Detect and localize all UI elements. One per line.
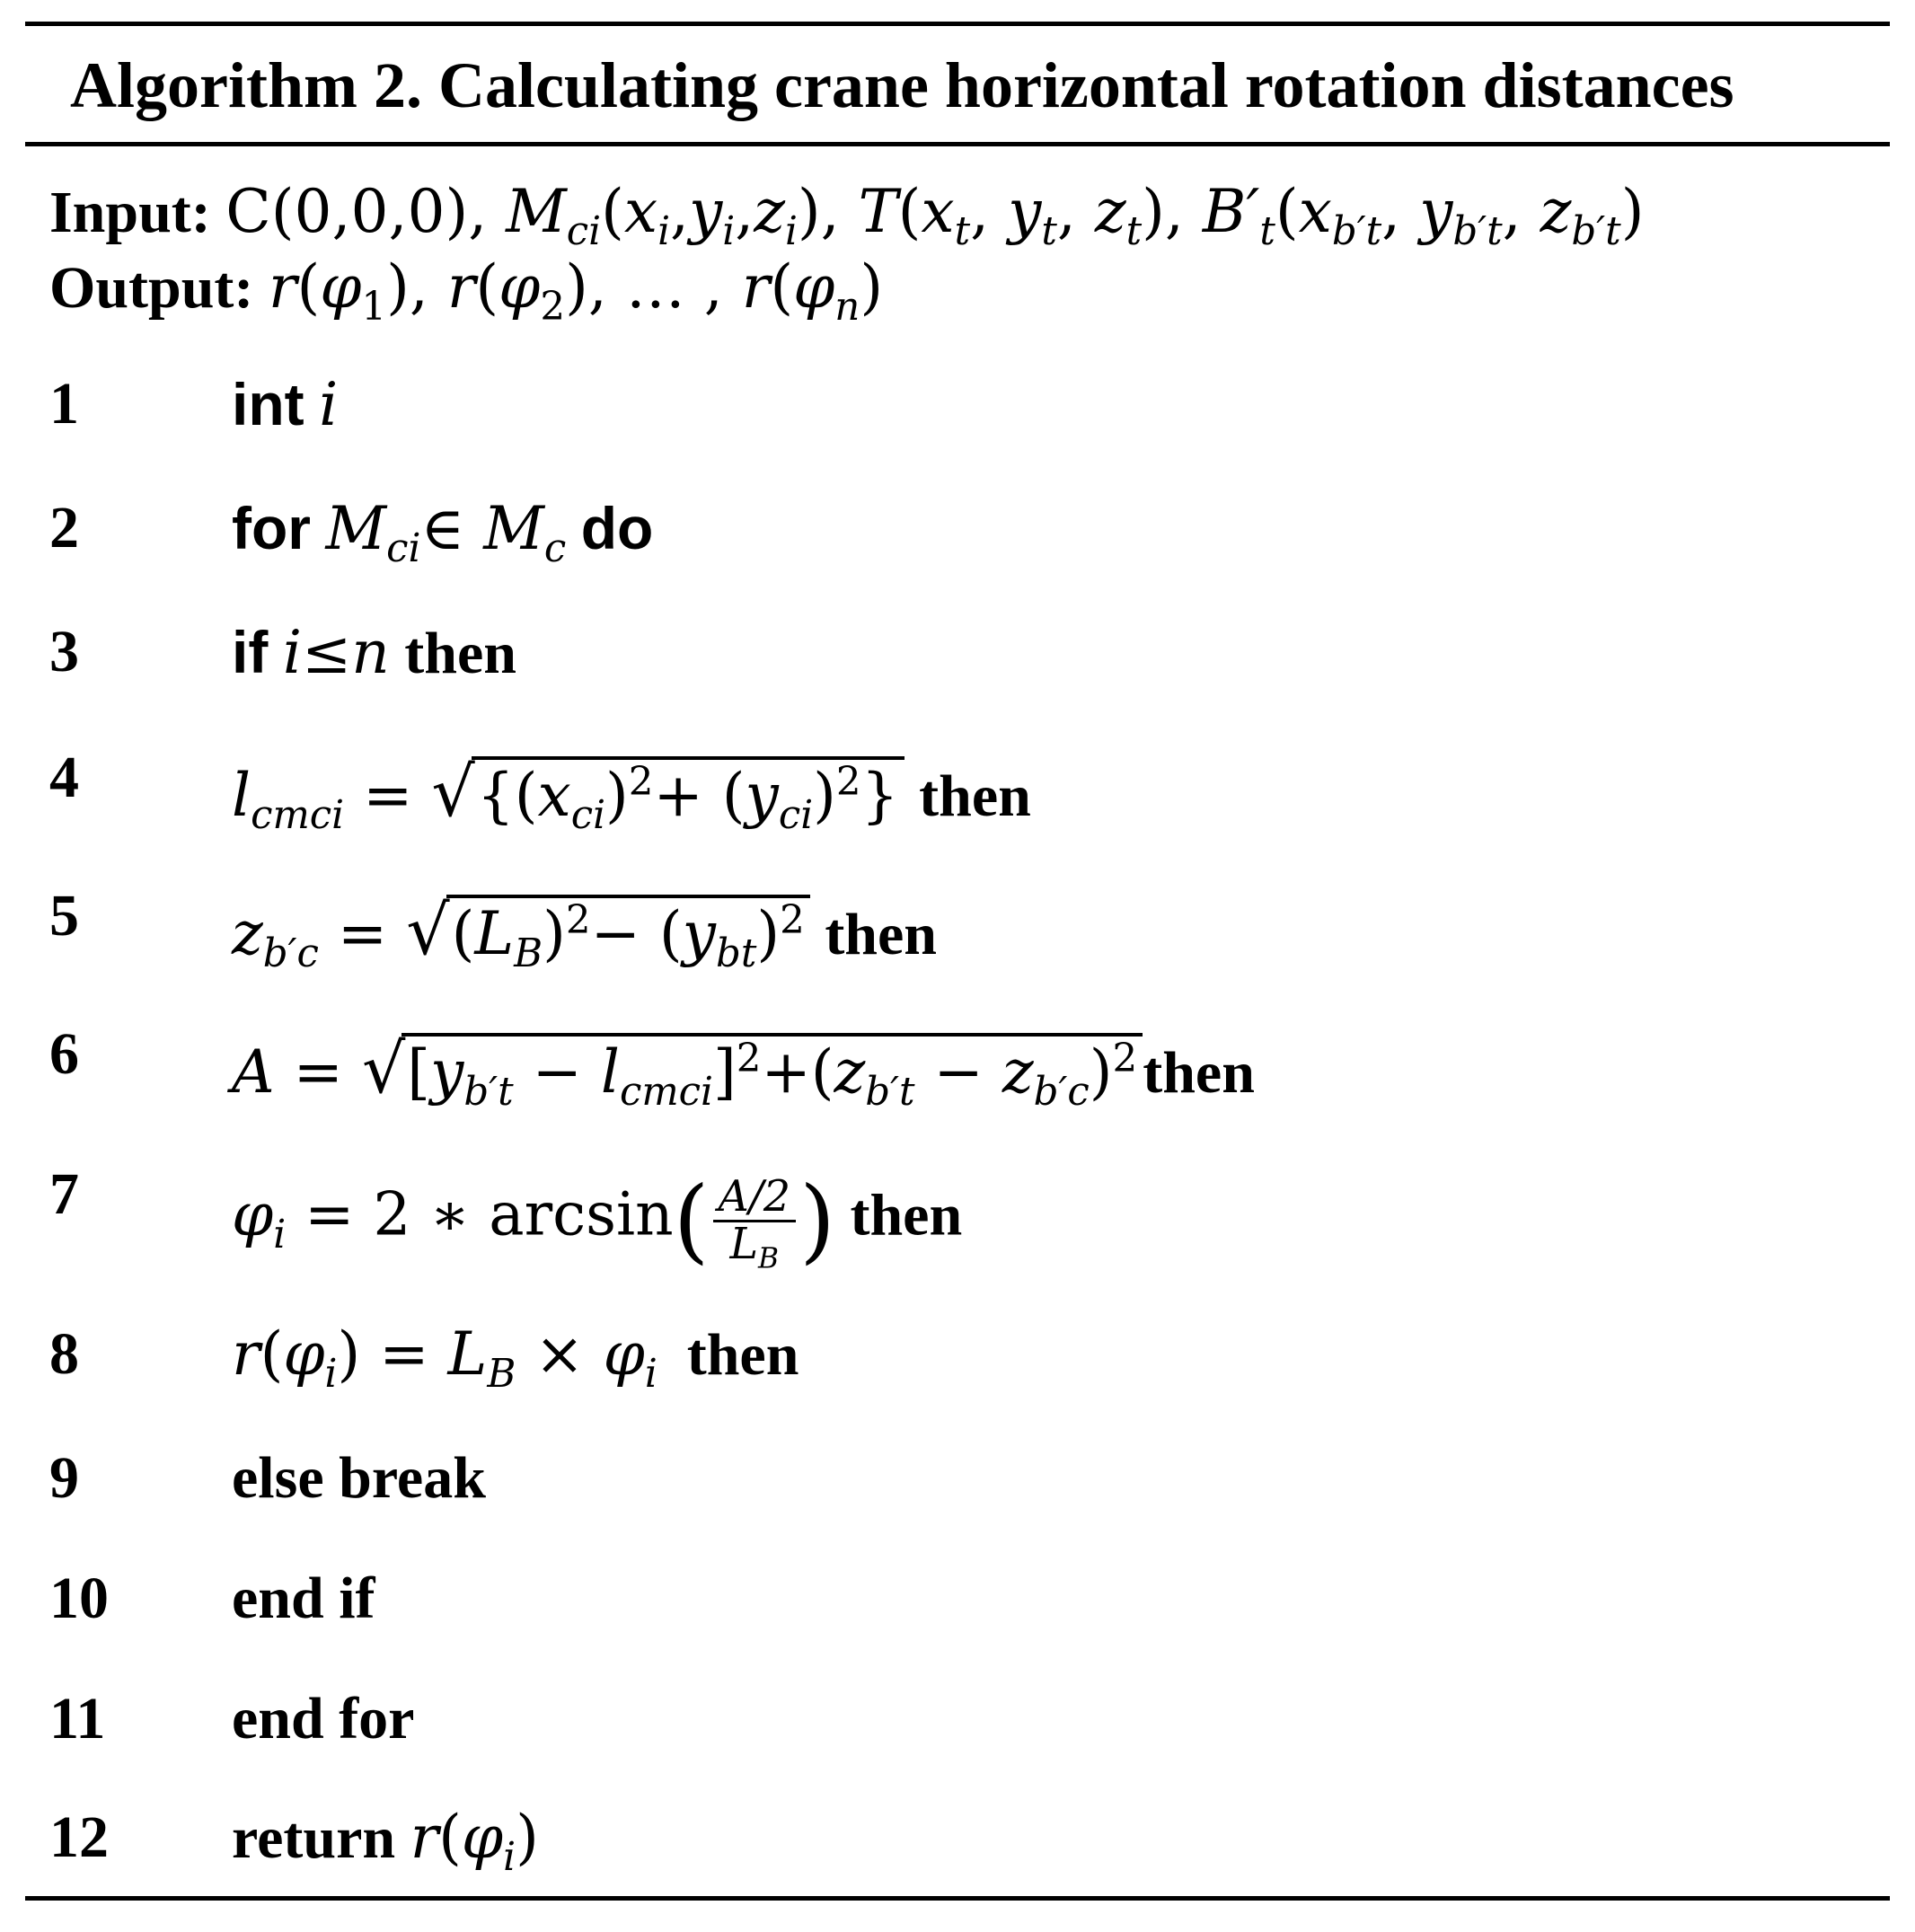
step-number: 6 [49,1021,79,1087]
step-11 [0,1683,1915,1791]
step-number: 12 [49,1804,109,1870]
step-body: end if [232,1566,375,1631]
header-rule [25,142,1890,146]
step-number: 9 [49,1445,79,1511]
step-number: 11 [49,1686,106,1751]
step-body: int i [232,370,339,439]
step-body: $A = √[y_{b't} - l_{cmci}]^2+(z_{b't}$ − $z_{b'c})^2then$ [232,1029,1255,1116]
step-5 [0,880,1915,988]
step-8 [0,1319,1915,1426]
step-9 [0,1442,1915,1550]
algorithm-title: Algorithm 2. Calculating crane horizontal rotation distances [70,49,1734,121]
step-4 [0,742,1915,850]
step-body: else break [232,1445,486,1511]
step-body: end for [232,1686,415,1751]
input-label: Input: [49,180,211,245]
step-1 [0,368,1915,476]
step-number: 2 [49,495,79,560]
step-body: $r(\varphi_i) = L_B \times \varphi_i$ then [232,1319,799,1398]
step-6 [0,1019,1915,1126]
step-number: 4 [49,745,79,810]
input-line: Input: C(0,0,0), $M_{ci}(x_i,y_i,z_i)$, $T(x_t$, $y_t$, $z_t$), $B'_t(x_{b't}$, $y_{b't}$, $z_{b't}$) [49,177,1645,255]
step-body: if i≤n then [232,618,516,687]
step-number: 8 [49,1321,79,1387]
step-body: for $M_{ci}\in$ $M_c$ do [232,494,654,572]
step-12 [0,1802,1915,1910]
step-number: 10 [49,1566,109,1631]
step-number: 5 [49,883,79,948]
top-rule [25,22,1890,26]
bottom-rule [25,1896,1890,1901]
output-label: Output: [49,255,254,321]
step-10 [0,1563,1915,1671]
step-number: 1 [49,371,79,437]
step-3 [0,616,1915,724]
step-body: $l_{cmci} = √\{(x_{ci})^2+ (y_{ci})^2\}$ then [232,753,1031,839]
step-7 [0,1159,1915,1275]
step-number: 7 [49,1161,79,1227]
step-number: 3 [49,619,79,684]
output-line: Output: $r(\varphi_1)$, $r(\varphi_2)$, … , $r(\varphi_n)$ [49,252,884,331]
step-body: $z_{b'c} = √(L_B)^2- (y_{bt})^2$ then [232,891,937,977]
step-2 [0,492,1915,600]
step-body: return $r(\varphi_i)$ [232,1803,539,1881]
step-body: $\varphi_i = 2$ ∗ arcsin( $\frac{A/2}{L_B}$ ) then [232,1167,963,1275]
